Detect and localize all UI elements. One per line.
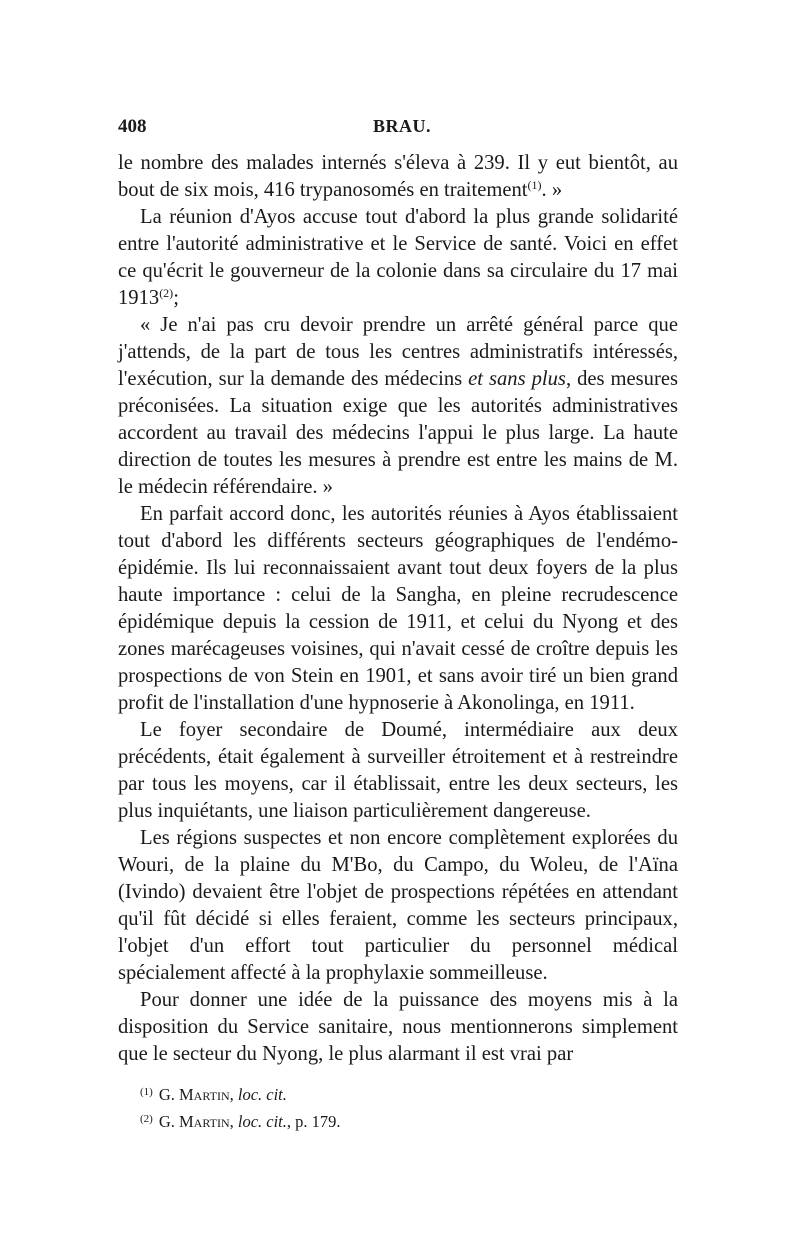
text-span: . » (541, 179, 563, 201)
text-span: « Je n'ai pas cru devoir prendre un arrêté général parce que j'attends, de la part de tous les centres administratifs intéressés, l'exécution, sur la demande des médecins (118, 314, 678, 390)
footnote-author: G. Martin (158, 1112, 230, 1131)
footnote-page: p. 179. (295, 1112, 341, 1131)
footnote-mark: (2) (140, 1113, 153, 1125)
footnote-author: G. Martin (158, 1085, 230, 1104)
paragraph: En parfait accord donc, les autorités réunies à Ayos établissaient tout d'abord les différents secteurs géographiques de l'endémo-épidémie. Ils lui reconnaissaient avant tout deux foyers de la plus haute importance : celui de la Sangha, en pleine recrudescence épidémique depuis la cession de 1911, et celui du Nyong et des zones marécageuses voisines, qui n'avait cessé de croître depuis les prospections de von Stein en 1901, et sans avoir tiré un bien grand profit de l'installation d'une hypnoserie à Akonolinga, en 1911. (118, 503, 678, 714)
quotation-paragraph (118, 312, 678, 501)
page-number: 408 (118, 116, 147, 137)
footnote-ref-text: loc. cit. (237, 1085, 287, 1104)
paragraph: Le foyer secondaire de Doumé, intermédiaire aux deux précédents, était également à surveiller étroitement et à restreindre par tous les moyens, car il établissait, entre les deux secteurs, les plus inquiétants, une liaison particulièrement dangereuse. (118, 719, 678, 822)
footnote-mark: (1) (140, 1086, 153, 1098)
text-span: ; (173, 287, 179, 309)
text-span: le nombre des malades internés s'éleva à 239. Il y eut bientôt, au bout de six mois, 416 trypanosomés en traitement (118, 152, 678, 201)
footnote-ref-text: loc. cit. (237, 1112, 287, 1131)
paragraph (118, 204, 678, 312)
text-span: La réunion d'Ayos accuse tout d'abord la plus grande solidarité entre l'autorité administrative et le Service de santé. Voici en effet ce qu'écrit le gouverneur de la colonie dans sa circulaire du 17 mai 1913 (118, 206, 678, 309)
footnote-ref: (1) (527, 178, 542, 192)
paragraph: Les régions suspectes et non encore complètement explorées du Wouri, de la plaine du M'Bo, du Campo, du Woleu, de l'Aïna (Ivindo) devaient être l'objet de prospections répétées en attendant qu'il fût décidé si elles feraient, comme les secteurs principaux, l'objet d'un effort tout particulier du personnel médical spécialement affecté à la prophylaxie sommeilleuse. (118, 827, 678, 984)
running-head: BRAU. (373, 116, 432, 136)
footnote: $^{(2)}$ G. Martin, loc. cit., p. 179. (140, 1112, 341, 1131)
footnote: $^{(1)}$ G. Martin, loc. cit. (140, 1085, 287, 1104)
text-span: , des mesures préconisées. La situation exige que les autorités administratives accordent au travail des médecins l'appui le plus large. La haute direction de toutes les mesures à prendre est entre les mains de M. le médecin référendaire. » (118, 368, 678, 498)
page-header (118, 116, 678, 140)
italic-text: et sans plus (468, 368, 566, 390)
paragraph: Pour donner une idée de la puissance des moyens mis à la disposition du Service sanitaire, nous mentionnerons simplement que le secteur du Nyong, le plus alarmant il est vrai par (118, 989, 678, 1065)
body-text (118, 150, 678, 1068)
footnote-ref: (2) (159, 286, 174, 300)
paragraph (118, 150, 678, 204)
footnotes (140, 1080, 660, 1134)
